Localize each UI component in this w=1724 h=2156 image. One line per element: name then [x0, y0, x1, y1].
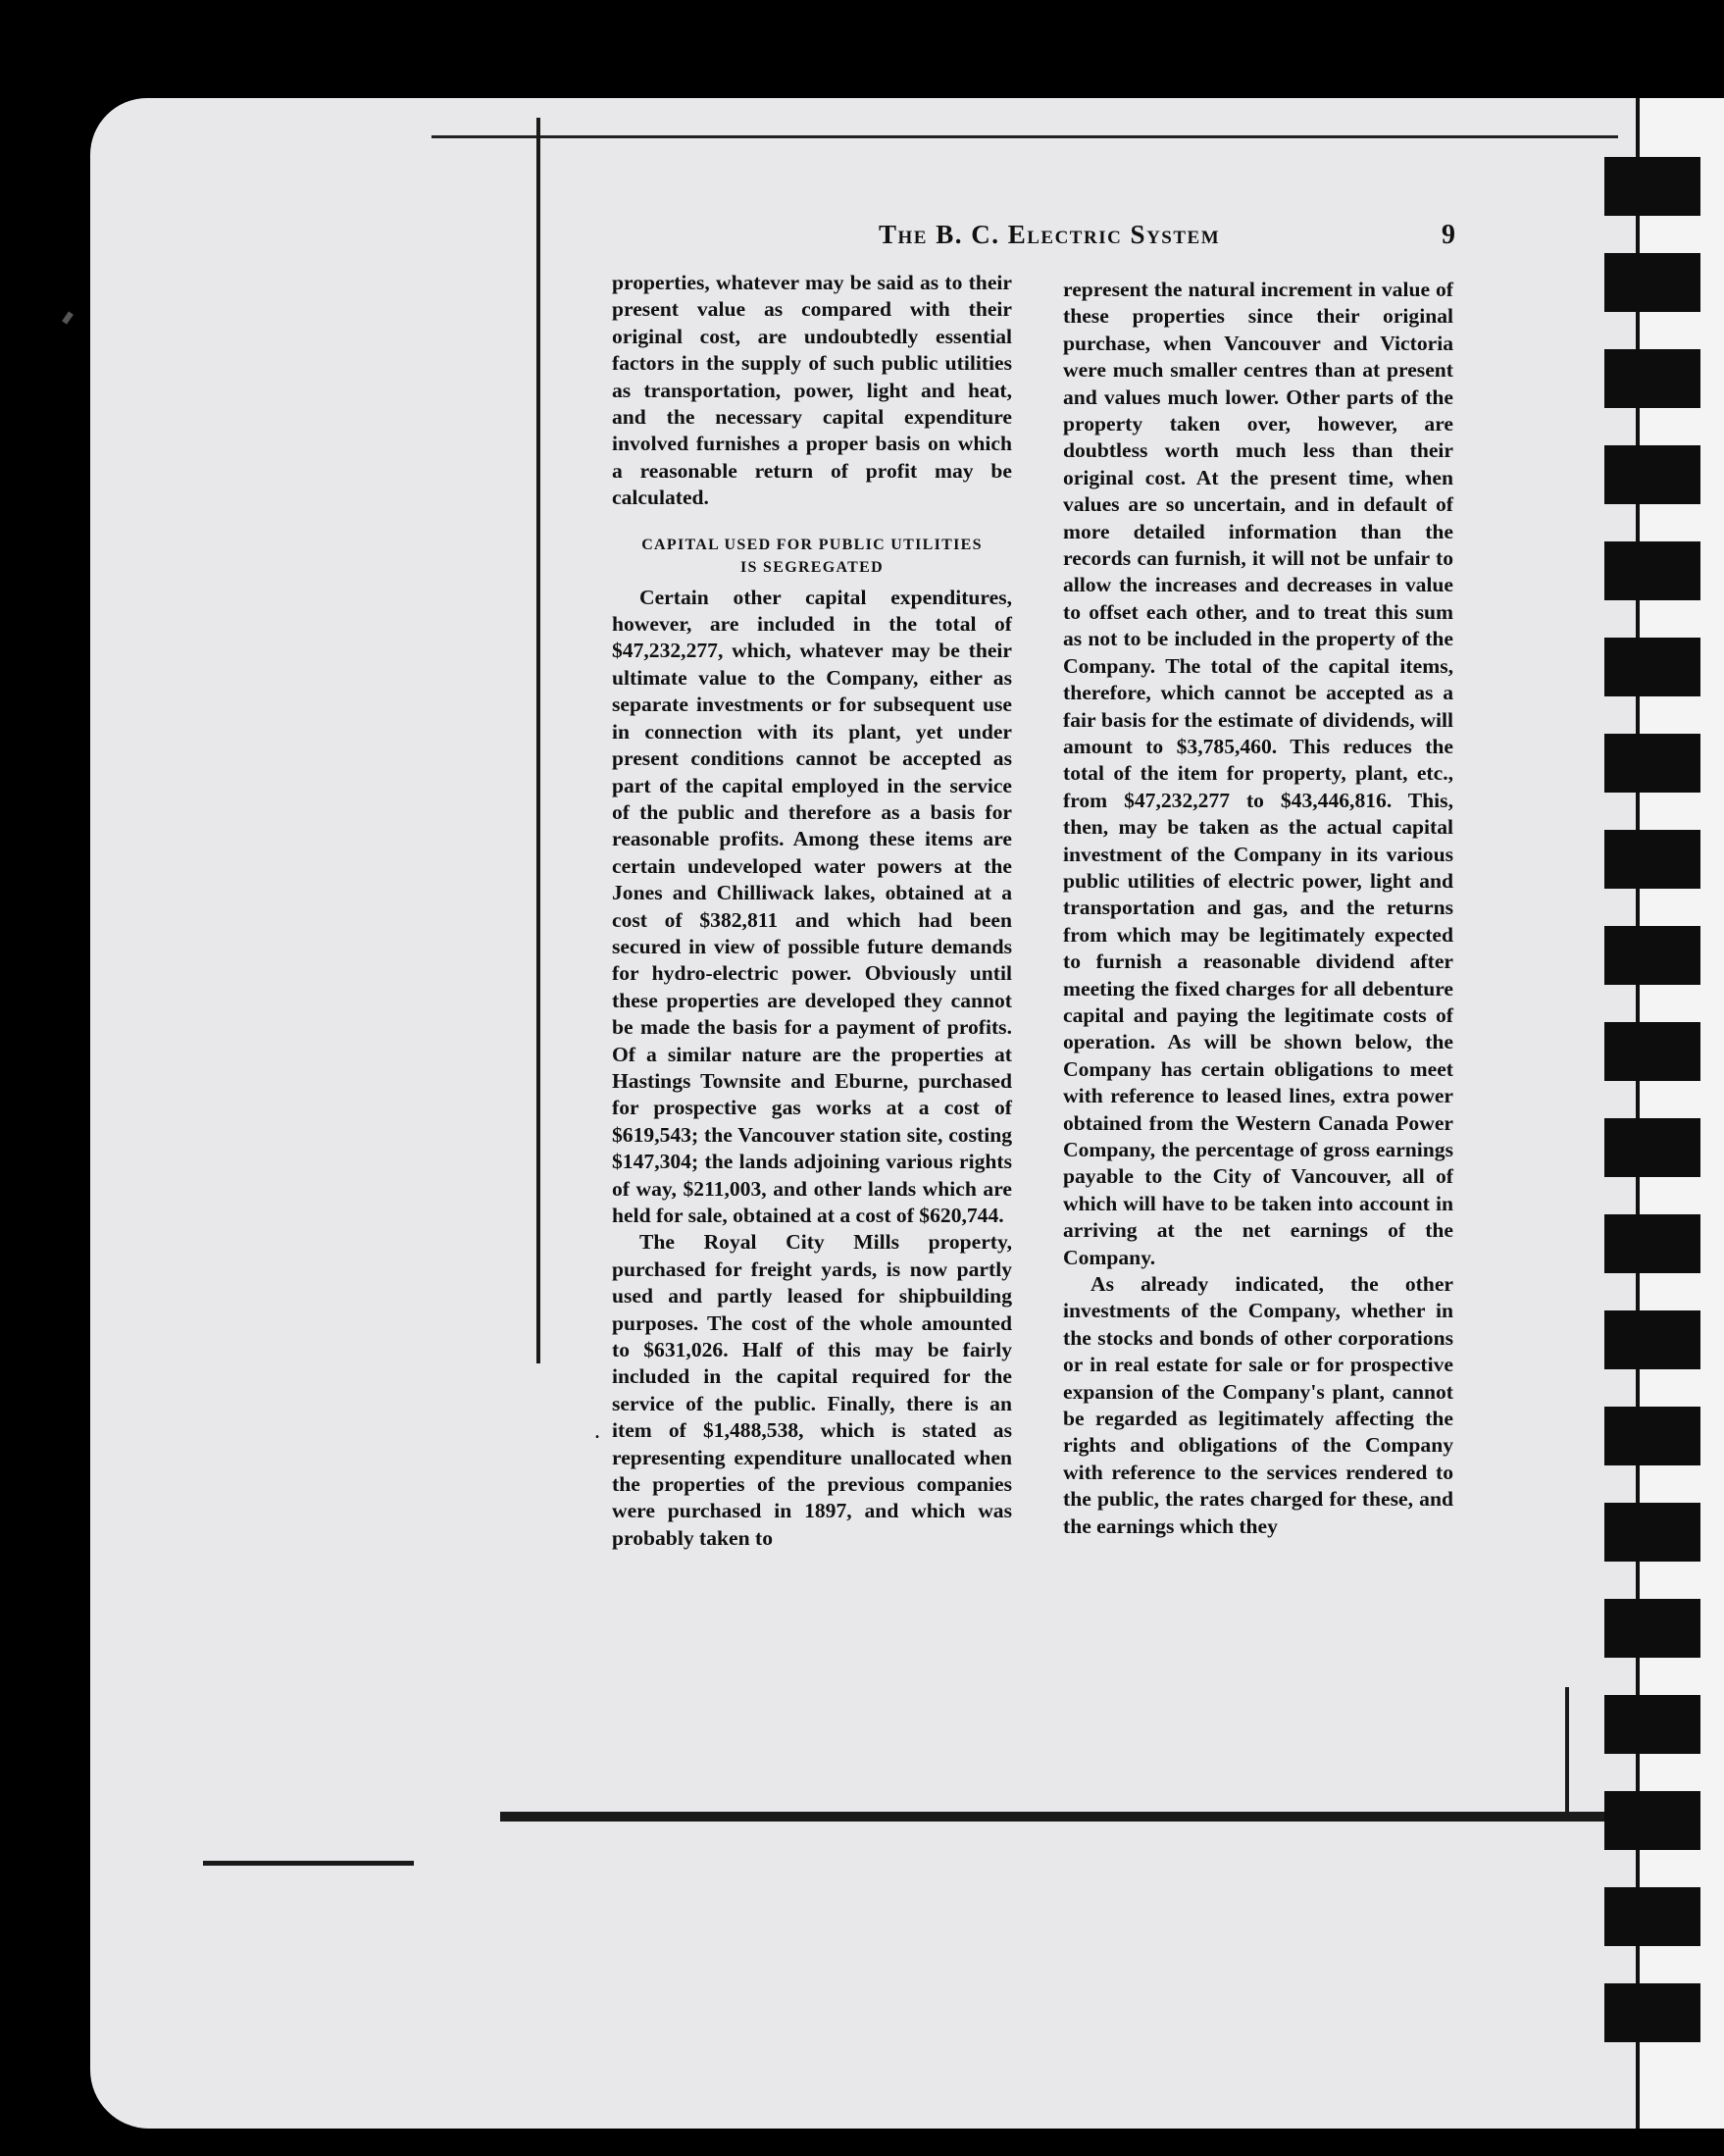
left-text-column [612, 270, 1012, 1552]
left-paragraph-2: Certain other capital expenditures, however, are included in the total of $47,232,277, which, whatever may be their ultimate value to the Company, either as separate investments or for subsequent use in connection with its plant, yet under present conditions cannot be accepted as part of the capital employed in the service of the public and therefore as a basis for reasonable profits. Among these items are certain undeveloped water powers at the Jones and Chilliwack lakes, obtained at a cost of $382,811 and which had been secured in view of possible future demands for hydro-electric power. Obviously until these properties are developed they cannot be made the basis for a payment of profits. Of a similar nature are the properties at Hastings Townsite and Eburne, purchased for prospective gas works at a cost of $619,543; the Vancouver station site, costing $147,304; the lands adjoining various rights of way, $211,003, and other lands which are held for sale, obtained at a cost of $620,744. [612, 585, 1012, 1227]
binding-ring [1604, 830, 1700, 889]
scan-speck [62, 311, 74, 324]
binding-ring [1604, 541, 1700, 600]
binding-ring [1604, 1407, 1700, 1465]
binding-ring [1604, 734, 1700, 793]
binding-ring [1604, 1503, 1700, 1562]
bottom-rule-extension [203, 1861, 414, 1866]
section-subheading [612, 534, 1012, 579]
binding-ring [1604, 638, 1700, 696]
margin-mark: . [594, 1418, 600, 1444]
right-rule-stub [1565, 1687, 1569, 1820]
binding-ring [1604, 1214, 1700, 1273]
binding-ring [1604, 1695, 1700, 1754]
binding-ring [1604, 1310, 1700, 1369]
subheading-line-1: CAPITAL USED FOR PUBLIC UTILITIES [641, 536, 983, 553]
bottom-rule [500, 1812, 1718, 1822]
left-rule [536, 118, 540, 1363]
binding-ring [1604, 1791, 1700, 1850]
top-rule [431, 135, 1618, 138]
binding-ring [1604, 1599, 1700, 1658]
right-paragraph-1: represent the natural increment in value of these properties since their original purchase, when Vancouver and Victoria were much smaller centres than at present and values much lower. Other parts of the property taken over, however, are doubtless worth much less than their original cost. At the present time, when values are so uncertain, and in default of more detailed information than the records can furnish, it will not be unfair to allow the increases and decreases in value to offset each other, and to treat this sum as not to be included in the property of the Company. The total of the capital items, therefore, which cannot be accepted as a fair basis for the estimate of dividends, will amount to $3,785,460. This reduces the total of the item for property, plant, etc., from $47,232,277 to $43,446,816. This, then, may be taken as the actual capital investment of the Company in its various public utilities of electric power, light and transportation and gas, and the returns from which may be legitimately expected to furnish a reasonable dividend after meeting the fixed charges for all debenture capital and paying the legitimate costs of operation. As will be shown below, the Company has certain obligations to meet with reference to leased lines, extra power obtained from the Western Canada Power Company, the percentage of gross earnings payable to the City of Vancouver, all of which will have to be taken into account in arriving at the net earnings of the Company. [1063, 278, 1453, 1269]
binding-ring [1604, 445, 1700, 504]
running-header: The B. C. Electric System [879, 220, 1221, 249]
left-paragraph-3: The Royal City Mills property, purchased for freight yards, is now partly used and partly leased for shipbuilding purposes. The cost of the whole amounted to $631,026. Half of this may be fairly included in the capital required for the service of the public. Finally, there is an item of $1,488,538, which is stated as representing expenditure unallocated when the properties of the previous companies were purchased in 1897, and which was probably taken to [612, 1230, 1012, 1550]
binding-ring [1604, 157, 1700, 216]
binding-ring [1604, 1118, 1700, 1177]
page-number: 9 [1442, 220, 1455, 250]
binding-ring [1604, 1983, 1700, 2042]
subheading-line-2: IS SEGREGATED [740, 558, 884, 576]
binding-ring [1604, 1022, 1700, 1081]
binding-ring [1604, 1887, 1700, 1946]
right-paragraph-2: As already indicated, the other investments of the Company, whether in the stocks and bonds of other corporations or in real estate for sale or for prospective expansion of the Company's plant, cannot be regarded as legitimately affecting the rights and obligations of the Company with reference to the services rendered to the public, the rates charged for these, and the earnings which they [1063, 1272, 1453, 1538]
left-paragraph-1: properties, whatever may be said as to their present value as compared with their original cost, are undoubtedly essential factors in the supply of such public utilities as transportation, power, light and heat, and the necessary capital expenditure involved furnishes a proper basis on which a reasonable return of profit may be calculated. [612, 271, 1012, 510]
binding-ring [1604, 349, 1700, 408]
binding-ring [1604, 253, 1700, 312]
binding-ring [1604, 926, 1700, 985]
right-text-column [1063, 277, 1453, 1540]
